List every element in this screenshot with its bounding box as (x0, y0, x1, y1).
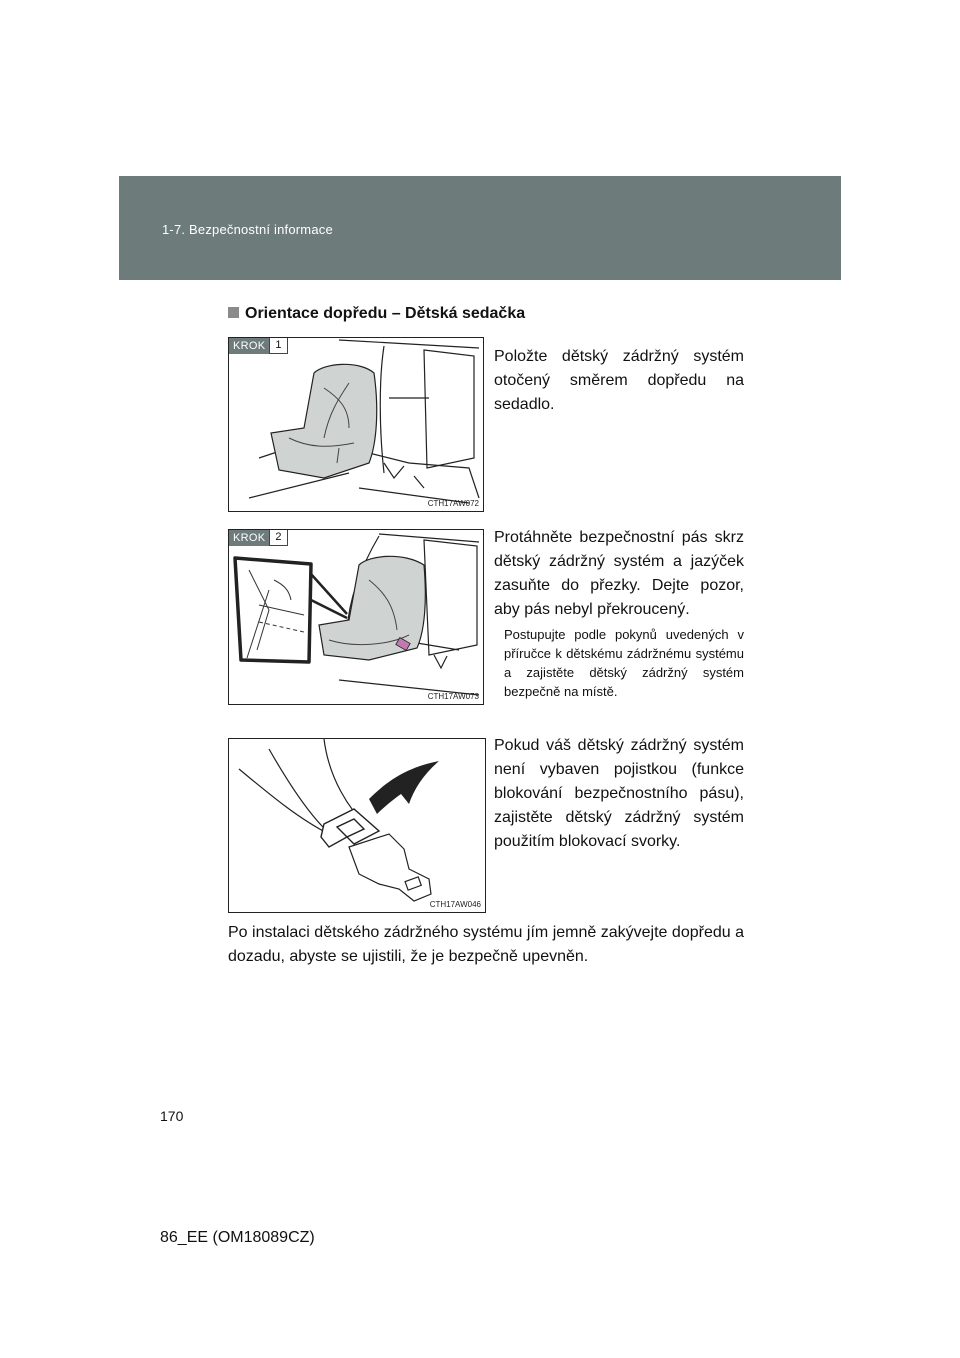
locking-clip-text: Pokud váš dětský zádržný systém není vybaven pojistkou (funkce blokování bezpečnostního pásu), zajistěte dětský zádržný systém použitím blokovací svorky. (494, 737, 744, 850)
krok-label: KROK (229, 338, 269, 354)
child-seat-illustration (229, 338, 483, 511)
krok-number: 2 (269, 530, 287, 546)
header-section-title: 1-7. Bezpečnostní informace (162, 222, 333, 237)
square-bullet-icon (228, 307, 239, 318)
belt-routing-illustration (229, 530, 483, 704)
figure-step-2 (228, 529, 484, 705)
section-heading (228, 305, 525, 323)
header-band (119, 176, 841, 280)
krok-badge (229, 338, 288, 354)
krok-number: 1 (269, 338, 287, 354)
footer-code: 86_EE (OM18089CZ) (160, 1229, 315, 1246)
figure-code: CTH17AW046 (429, 900, 481, 909)
figure-step-1 (228, 337, 484, 512)
closing-paragraph: Po instalaci dětského zádržného systému jím jemně zakývejte dopředu a dozadu, abyste se ujistili, že je bezpečně upevněn. (228, 924, 744, 965)
step-2-note: Postupujte podle pokynů uvedených v příručce k dětskému zádržnému systému a zajistěte dětský zádržný systém bezpečně na místě. (504, 627, 744, 699)
step-2-text: Protáhněte bezpečnostní pás skrz dětský zádržný systém a jazýček zasuňte do přezky. Dejte pozor, aby pás nebyl překroucený. (494, 529, 744, 618)
figure-code: CTH17AW073 (427, 692, 479, 701)
krok-badge (229, 530, 288, 546)
locking-clip-illustration (229, 739, 485, 912)
figure-code: CTH17AW072 (427, 499, 479, 508)
figure-locking-clip (228, 738, 486, 913)
page-number: 170 (160, 1108, 184, 1124)
section-heading-text: Orientace dopředu – Dětská sedačka (245, 305, 526, 322)
krok-label: KROK (229, 530, 269, 546)
step-1-text: Položte dětský zádržný systém otočený směrem dopředu na sedadlo. (494, 348, 744, 413)
